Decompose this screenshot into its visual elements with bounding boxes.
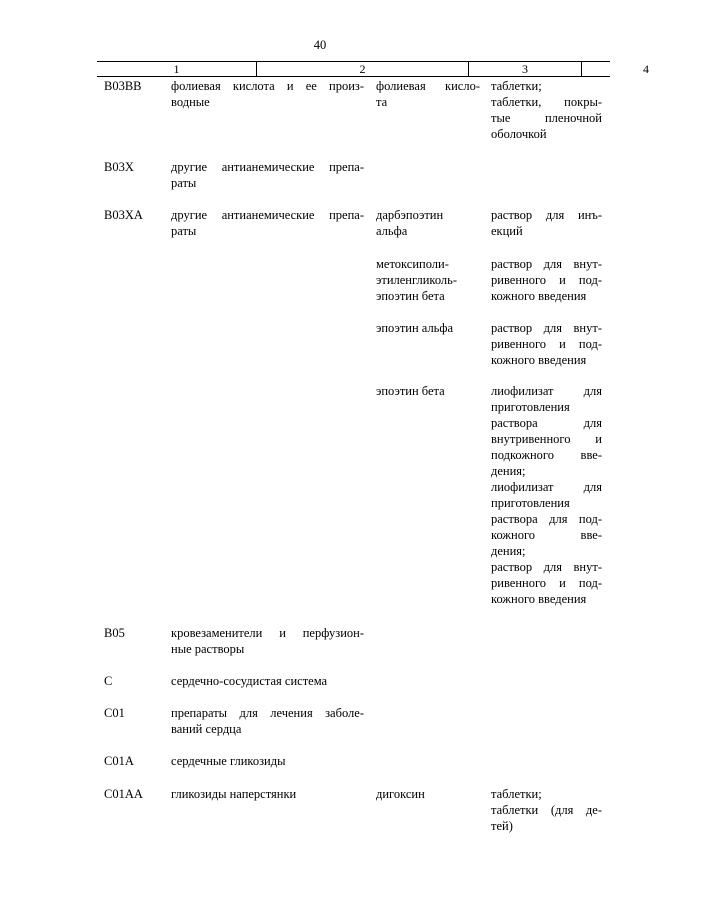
text-line: таблетки, покры- [491,95,602,109]
text-line: раствора для под- [491,512,602,526]
drug-name [376,383,480,399]
drug-name [376,320,480,336]
text-line: кожного вве- [491,528,602,542]
atc-group-name [171,78,364,110]
text-line: другие антианемические препа- [171,208,364,222]
text-line: альфа [376,224,408,238]
drug-name [376,256,480,304]
text-line: подкожного вве- [491,448,602,462]
text-line: этиленгликоль- [376,273,458,287]
text-line: таблетки; [491,787,542,801]
text-line: кровезаменители и перфузион- [171,626,364,640]
dosage-form [491,78,602,142]
text-line: та [376,95,388,109]
dosage-form [491,207,602,239]
text-line: водные [171,95,210,109]
page-number: 40 [313,38,327,52]
text-line: кожного введения [491,592,587,606]
header-col-3: 3 [522,62,528,76]
text-line: тей) [491,819,513,833]
atc-code: B03XA [104,208,143,222]
atc-code: B03BB [104,79,142,93]
text-line: фолиевая кисло- [376,79,480,93]
atc-code: B05 [104,626,125,640]
text-line: эпоэтин альфа [376,321,454,335]
text-line: ривенного и под- [491,576,602,590]
text-line: раствор для инъ- [491,208,602,222]
text-line: ривенного и под- [491,337,602,351]
text-line: дарбэпоэтин [376,208,444,222]
text-line: ваний сердца [171,722,242,736]
text-line: ривенного и под- [491,273,602,287]
dosage-form [491,383,602,607]
text-line: таблетки; [491,79,542,93]
text-line: ные растворы [171,642,245,656]
atc-group-name [171,705,364,737]
dosage-form [491,256,602,304]
text-line: метоксиполи- [376,257,449,271]
dosage-form [491,320,602,368]
atc-group-name [171,625,364,657]
text-line: раствор для внут- [491,560,602,574]
text-line: кожного введения [491,289,587,303]
dosage-form [491,786,602,834]
atc-group-name [171,159,364,191]
text-line: внутривенного и [491,432,602,446]
text-line: сердечные гликозиды [171,754,286,768]
drug-name [376,207,480,239]
text-line: дигоксин [376,787,425,801]
text-line: раствор для внут- [491,257,602,271]
text-line: кожного введения [491,353,587,367]
text-line: приготовления [491,400,570,414]
text-line: тые пленочной [491,111,602,125]
text-line: фолиевая кислота и ее произ- [171,79,364,93]
text-line: эпоэтин бета [376,289,445,303]
text-line: лиофилизат для [491,384,602,398]
text-line: препараты для лечения заболе- [171,706,364,720]
atc-code: C01AA [104,787,143,801]
header-col-2: 2 [359,62,366,76]
text-line: эпоэтин бета [376,384,445,398]
drug-name [376,78,480,110]
text-line: дения; [491,544,526,558]
text-line: таблетки (для де- [491,803,602,817]
text-line: раствора для [491,416,602,430]
atc-code: B03X [104,160,134,174]
atc-group-name [171,753,364,769]
atc-group-name [171,786,364,802]
atc-group-name [171,207,364,239]
atc-code: C01 [104,706,125,720]
text-line: другие антианемические препа- [171,160,364,174]
atc-code: C [104,674,113,688]
atc-group-name [171,673,364,689]
text-line: приготовления [491,496,570,510]
text-line: екций [491,224,523,238]
text-line: гликозиды наперстянки [171,787,297,801]
header-col-1: 1 [173,62,180,76]
text-line: сердечно-сосудистая система [171,674,328,688]
drug-name [376,786,480,802]
text-line: раты [171,176,197,190]
text-line: раствор для внут- [491,321,602,335]
atc-code: C01A [104,754,134,768]
text-line: дения; [491,464,526,478]
header-col-4: 4 [643,62,649,76]
text-line: лиофилизат для [491,480,602,494]
text-line: оболочкой [491,127,547,141]
text-line: раты [171,224,197,238]
